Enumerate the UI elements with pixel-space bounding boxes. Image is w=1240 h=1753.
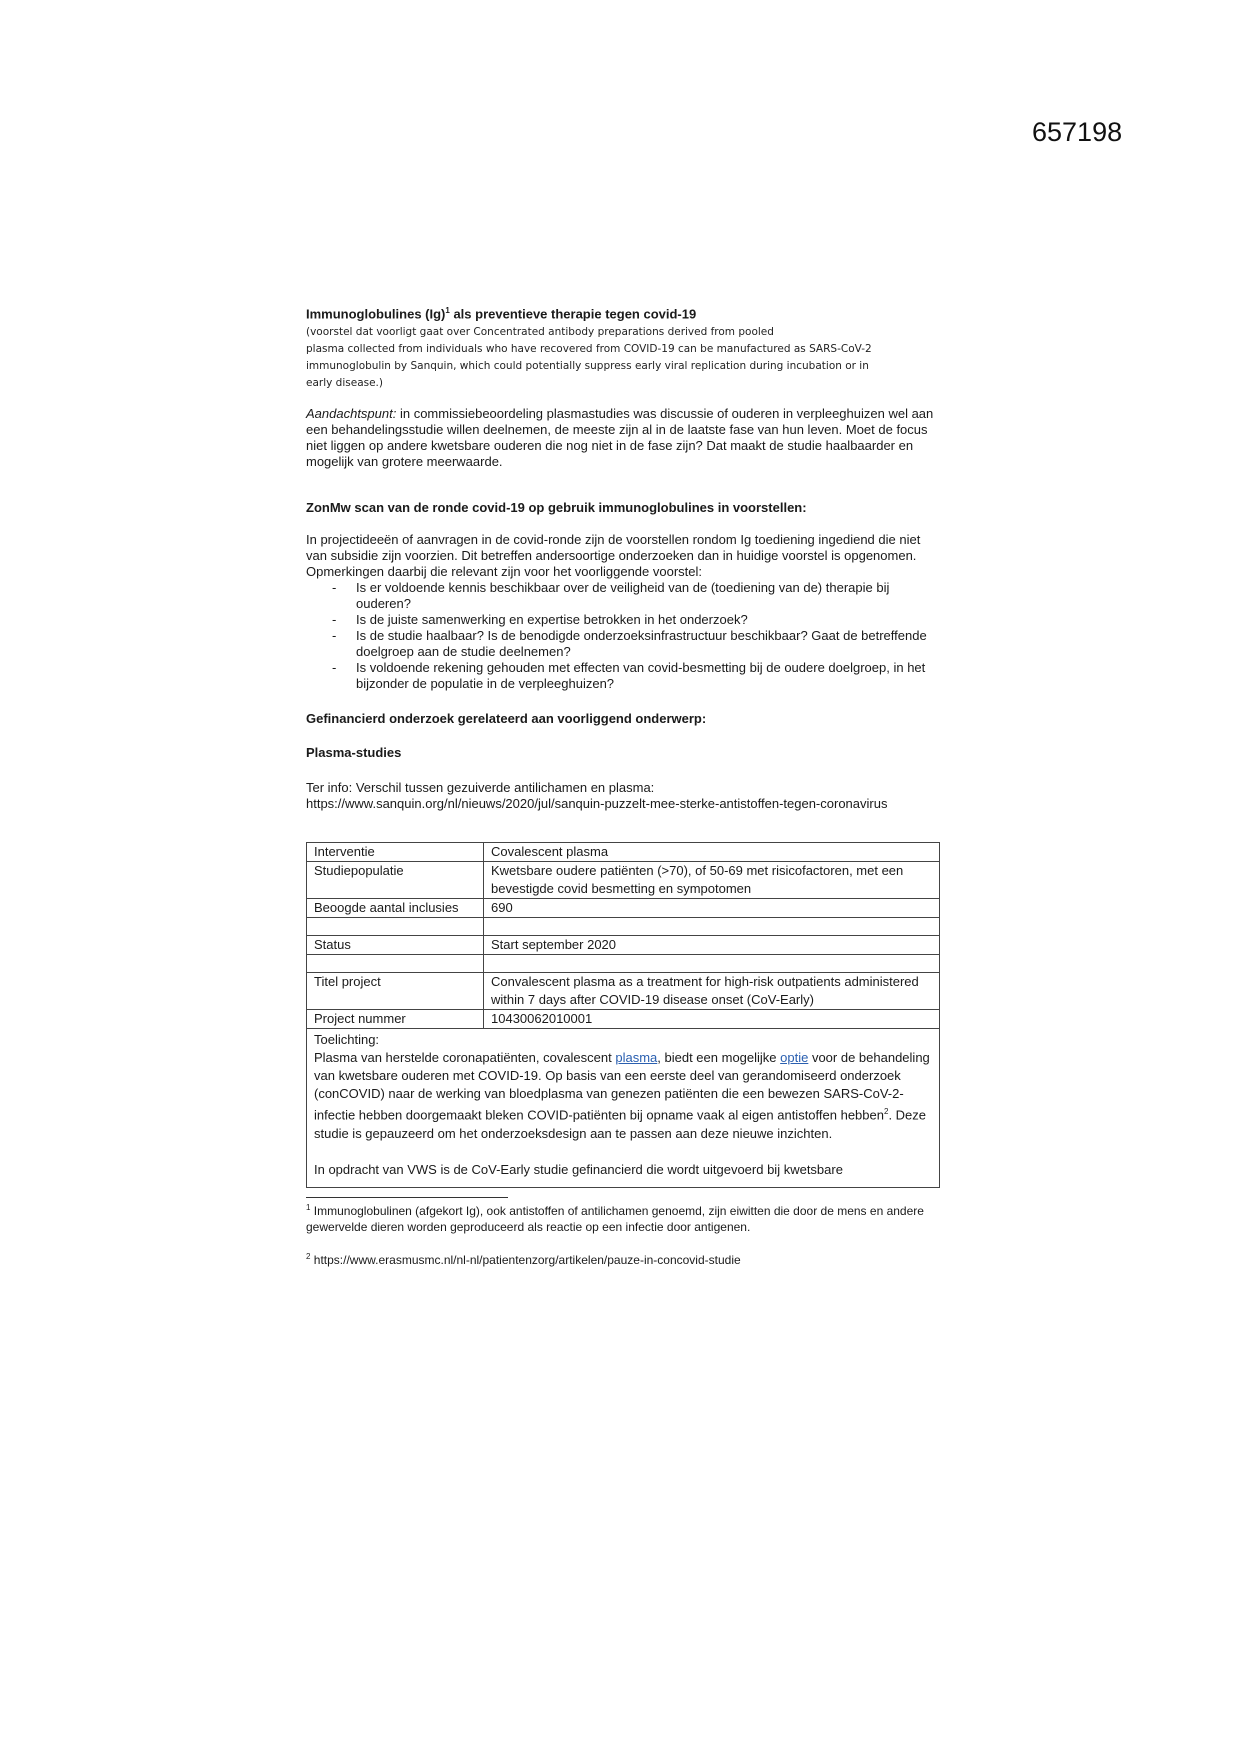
table-value-cell: Kwetsbare oudere patiënten (>70), of 50-69 met risicofactoren, met een bevestigde covid besmetting en sympotomen	[484, 862, 940, 899]
scan-heading: ZonMw scan van de ronde covid-19 op gebruik immunoglobulines in voorstellen:	[306, 500, 807, 516]
intro-note-line: plasma collected from individuals who have recovered from COVID-19 can be manufactured as SARS-CoV-2	[306, 343, 872, 356]
table-label-cell: Interventie	[307, 843, 484, 862]
attention-paragraph: Aandachtspunt: in commissiebeoordeling plasmastudies was discussie of ouderen in verpleeghuizen wel aan een behandelingsstudie willen deelnemen, de meeste zijn al in de laatste fase van hun leven. Moet de focus niet liggen op andere kwetsbare ouderen die nog niet in de fase zijn? Dat maakt de studie haalbaarder en mogelijk van grotere meerwaarde.	[306, 406, 934, 470]
table-label-cell	[307, 918, 484, 936]
table-row	[307, 1010, 940, 1029]
info-url-link[interactable]: https://www.sanquin.org/nl/nieuws/2020/jul/sanquin-puzzelt-mee-sterke-antistoffen-tegen-coronavirus	[306, 796, 888, 812]
table-label-cell: Project nummer	[307, 1010, 484, 1029]
footnote-2-link[interactable]: https://www.erasmusmc.nl/nl-nl/patientenzorg/artikelen/pauze-in-concovid-studie	[310, 1252, 741, 1267]
info-paragraph	[306, 780, 940, 812]
toelichting-cell	[307, 1029, 940, 1187]
plasma-studies-heading: Plasma-studies	[306, 745, 402, 761]
toelichting-label: Toelichting:	[314, 1032, 380, 1048]
intro-note-line: early disease.)	[306, 377, 383, 390]
intro-note-line: (voorstel dat voorligt gaat over Concentrated antibody preparations derived from pooled	[306, 326, 774, 339]
table-label-cell	[307, 955, 484, 973]
list-item: - Is de juiste samenwerking en expertise betrokken in het onderzoek?	[306, 612, 940, 628]
table-row-empty	[307, 918, 940, 936]
toelichting-paragraph: In opdracht van VWS is de CoV-Early studie gefinancierd die wordt uitgevoerd bij kwetsbare	[314, 1161, 843, 1177]
project-table	[306, 842, 940, 1187]
table-value-cell: 690	[484, 899, 940, 918]
table-value-cell: Start september 2020	[484, 936, 940, 955]
attention-label: Aandachtspunt:	[306, 406, 397, 422]
list-item: - Is er voldoende kennis beschikbaar over de veiligheid van de (toediening van de) therapie bij ouderen?	[306, 580, 940, 612]
document-body	[306, 303, 940, 1268]
toelichting-paragraph: Plasma van herstelde coronapatiënten, covalescent plasma, biedt een mogelijke optie voor de behandeling van kwetsbare ouderen met COVID-19. Op basis van een eerste deel van gerandomiseerd onderzoek (conCOVID) naar de werking van bloedplasma van genezen patiënten die een bewezen SARS-CoV-2-infectie hebben doorgemaakt bleken COVID-patiënten bij opname vaak al eigen antistoffen hebben$^2$. Deze studie is gepauzeerd om het onderzoeksdesign aan te passen aan deze nieuwe inzichten.	[314, 1050, 930, 1141]
table-row	[307, 973, 940, 1010]
table-value-cell: Convalescent plasma as a treatment for high-risk outpatients administered within 7 days after COVID-19 disease onset (CoV-Early)	[484, 973, 940, 1010]
footnote-1: $^1$ Immunoglobulinen (afgekort Ig), ook antistoffen of antilichamen genoemd, zijn eiwitten die door de mens en andere gewervelde dieren worden geproduceerd als reactie op een infectie door antigenen.	[306, 1202, 924, 1234]
table-value-cell: 10430062010001	[484, 1010, 940, 1029]
table-row	[307, 1029, 940, 1187]
footnote-divider	[306, 1197, 508, 1198]
table-row	[307, 899, 940, 918]
document-number: 657198	[1032, 117, 1123, 147]
intro-note	[306, 324, 940, 392]
table-row	[307, 862, 940, 899]
table-row	[307, 936, 940, 955]
funded-heading: Gefinancierd onderzoek gerelateerd aan voorliggend onderwerp:	[306, 711, 707, 727]
table-label-cell: Status	[307, 936, 484, 955]
footnote-ref-2[interactable]: 2	[883, 1107, 889, 1117]
remarks-list	[306, 580, 940, 692]
document-title: Immunoglobulines $(Ig)^1$ als preventieve therapie tegen covid-19	[306, 306, 697, 322]
info-text: Ter info: Verschil tussen gezuiverde antilichamen en plasma:	[306, 780, 655, 796]
optie-link[interactable]: optie	[780, 1050, 809, 1066]
list-item: - Is de studie haalbaar? Is de benodigde onderzoeksinfrastructuur beschikbaar? Gaat de betreffende doelgroep aan de studie deelnemen?	[306, 628, 940, 660]
footnote-2: $^2$ https://www.erasmusmc.nl/nl-nl/patientenzorg/artikelen/pauze-in-concovid-studie	[306, 1251, 741, 1267]
table-row	[307, 843, 940, 862]
intro-note-line: immunoglobulin by Sanquin, which could potentially suppress early viral replication during incubation or in	[306, 360, 869, 373]
table-label-cell: Beoogde aantal inclusies	[307, 899, 484, 918]
table-value-cell: Covalescent plasma	[484, 843, 940, 862]
plasma-link[interactable]: plasma	[615, 1050, 658, 1066]
scan-intro: In projectideeën of aanvragen in de covid-ronde zijn de voorstellen rondom Ig toediening ingediend die niet van subsidie zijn voorzien. Dit betreffen andersoortige onderzoeken dan in huidige voorstel is opgenomen. Opmerkingen daarbij die relevant zijn voor het voorliggende voorstel:	[306, 532, 921, 580]
table-value-cell	[484, 918, 940, 936]
table-label-cell: Titel project	[307, 973, 484, 1010]
table-row-empty	[307, 955, 940, 973]
list-item: - Is voldoende rekening gehouden met effecten van covid-besmetting bij de oudere doelgroep, in het bijzonder de populatie in de verpleeghuizen?	[306, 660, 940, 692]
footnote-ref-1[interactable]: 1	[445, 306, 450, 315]
table-label-cell: Studiepopulatie	[307, 862, 484, 899]
table-value-cell	[484, 955, 940, 973]
